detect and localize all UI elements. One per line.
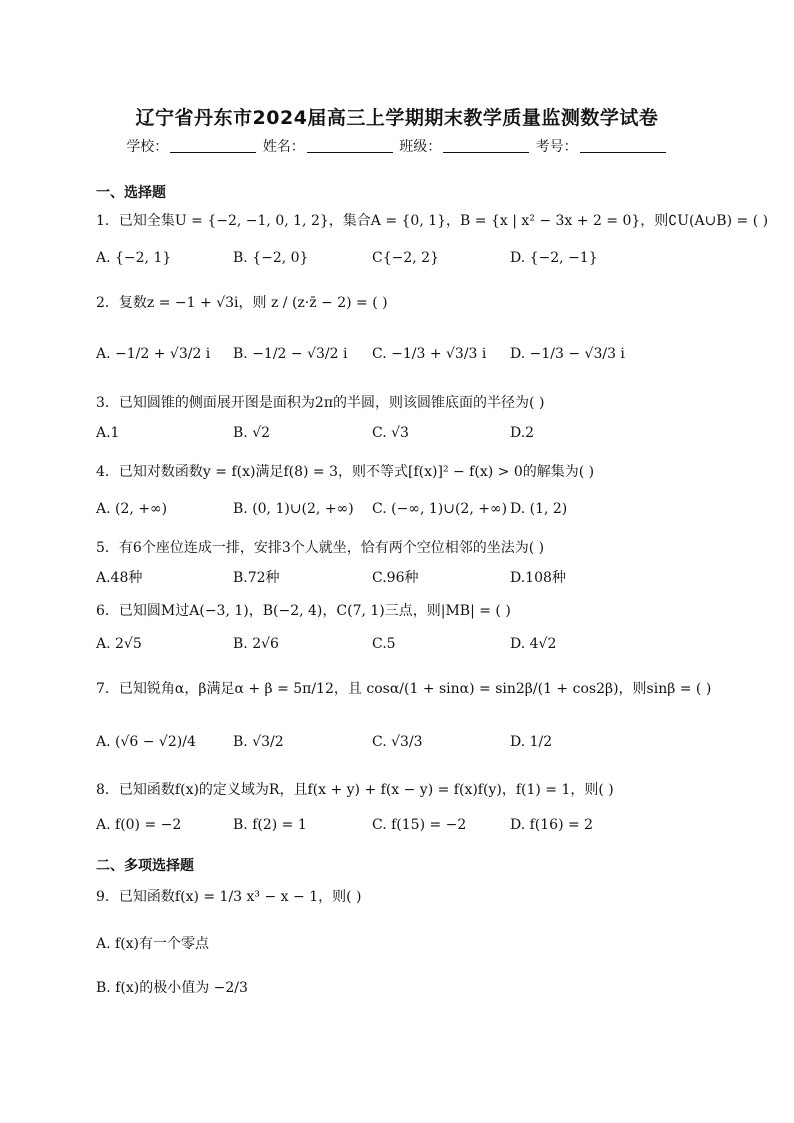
question-7-option-d: D. 1/2 xyxy=(510,734,553,750)
class-blank xyxy=(443,152,529,153)
page-title-text: 辽宁省丹东市2024届高三上学期期末教学质量监测数学试卷 xyxy=(135,107,659,129)
school-label: 学校： xyxy=(126,139,169,155)
question-2-option-c: C. −1/3 + √3/3 i xyxy=(372,346,487,362)
question-6 xyxy=(96,600,794,620)
question-6-number: 6． xyxy=(96,603,119,619)
question-2-option-a: A. −1/2 + √3/2 i xyxy=(96,346,211,362)
question-8 xyxy=(96,779,794,799)
student-info-line xyxy=(0,136,794,156)
question-1-text: 已知全集U = {−2, −1, 0, 1, 2}，集合A = {0, 1}，B = {x | x² − 3x + 2 = 0}，则∁U(A∪B) = ( ) xyxy=(118,213,769,229)
question-1-option-d: D. {−2, −1} xyxy=(510,250,598,266)
question-6-text: 已知圆M过A(−3, 1)，B(−2, 4)，C(7, 1)三点，则|MB| = ( ) xyxy=(118,603,511,619)
page-title xyxy=(0,103,794,130)
question-4-text: 已知对数函数y = f(x)满足f(8) = 3，则不等式[f(x)]² − f(x) > 0的解集为( ) xyxy=(118,464,595,480)
question-5-option-b: B.72种 xyxy=(233,570,280,586)
question-7-option-a: A. (√6 − √2)/4 xyxy=(96,734,196,750)
question-8-option-d: D. f(16) = 2 xyxy=(510,817,594,833)
question-8-number: 8． xyxy=(96,782,119,798)
question-2-option-b: B. −1/2 − √3/2 i xyxy=(233,346,348,362)
question-6-option-a: A. 2√5 xyxy=(96,636,142,652)
name-blank xyxy=(307,152,393,153)
question-3-option-c: C. √3 xyxy=(372,425,409,441)
section-heading-single-choice: 一、选择题 xyxy=(96,185,166,201)
question-4-option-c: C. (−∞, 1)∪(2, +∞) xyxy=(372,501,508,517)
question-6-option-d: D. 4√2 xyxy=(510,636,557,652)
question-7 xyxy=(96,678,794,698)
question-3-text: 已知圆锥的侧面展开图是面积为2π的半圆，则该圆锥底面的半径为( ) xyxy=(118,395,545,411)
question-8-option-c: C. f(15) = −2 xyxy=(372,817,467,833)
question-4-option-d: D. (1, 2) xyxy=(510,501,568,517)
question-1-option-c: C{−2, 2} xyxy=(372,250,439,266)
question-5-option-a: A.48种 xyxy=(96,570,143,586)
question-5-text: 有6个座位连成一排，安排3个人就坐，恰有两个空位相邻的坐法为( ) xyxy=(118,540,545,556)
number-label: 考号： xyxy=(535,139,578,155)
question-8-option-a: A. f(0) = −2 xyxy=(96,817,182,833)
question-3-option-a: A.1 xyxy=(96,425,120,441)
question-3-option-b: B. √2 xyxy=(233,425,271,441)
question-9-text: 已知函数f(x) = 1/3 x³ − x − 1，则( ) xyxy=(118,889,362,905)
question-9-option-a: A. f(x)有一个零点 xyxy=(96,936,210,952)
question-7-option-b: B. √3/2 xyxy=(233,734,284,750)
question-2-option-d: D. −1/3 − √3/3 i xyxy=(510,346,625,362)
question-5-number: 5． xyxy=(96,540,119,556)
question-7-option-c: C. √3/3 xyxy=(372,734,423,750)
class-label: 班级： xyxy=(399,139,442,155)
question-3 xyxy=(96,392,794,412)
question-1-option-a: A. {−2, 1} xyxy=(96,250,172,266)
question-5 xyxy=(96,537,794,557)
question-1-number: 1． xyxy=(96,213,119,229)
question-6-option-c: C.5 xyxy=(372,636,396,652)
question-2-text: 复数z = −1 + √3i，则 z / (z·z̄ − 2) = ( ) xyxy=(118,295,388,311)
question-7-text: 已知锐角α，β满足α + β = 5π/12，且 cosα/(1 + sinα) = sin2β/(1 + cos2β)，则sinβ = ( ) xyxy=(118,681,712,697)
question-9-number: 9． xyxy=(96,889,119,905)
question-1 xyxy=(96,210,794,230)
question-7-number: 7． xyxy=(96,681,119,697)
school-blank xyxy=(170,152,256,153)
question-5-option-d: D.108种 xyxy=(510,570,566,586)
question-5-option-c: C.96种 xyxy=(372,570,419,586)
question-2-number: 2． xyxy=(96,295,119,311)
question-9 xyxy=(96,886,794,906)
question-9-option-b: B. f(x)的极小值为 −2/3 xyxy=(96,980,248,996)
question-8-text: 已知函数f(x)的定义域为R，且f(x + y) + f(x − y) = f(x)f(y)，f(1) = 1，则( ) xyxy=(118,782,614,798)
section-heading-multiple-choice: 二、多项选择题 xyxy=(96,858,194,874)
question-3-option-d: D.2 xyxy=(510,425,535,441)
question-4-option-a: A. (2, +∞) xyxy=(96,501,168,517)
question-4-number: 4． xyxy=(96,464,119,480)
question-3-number: 3． xyxy=(96,395,119,411)
question-1-option-b: B. {−2, 0} xyxy=(233,250,309,266)
question-4-option-b: B. (0, 1)∪(2, +∞) xyxy=(233,501,354,517)
question-8-option-b: B. f(2) = 1 xyxy=(233,817,307,833)
name-label: 姓名： xyxy=(262,139,305,155)
question-2 xyxy=(96,292,794,312)
number-blank xyxy=(580,152,666,153)
question-6-option-b: B. 2√6 xyxy=(233,636,279,652)
question-4 xyxy=(96,461,794,481)
